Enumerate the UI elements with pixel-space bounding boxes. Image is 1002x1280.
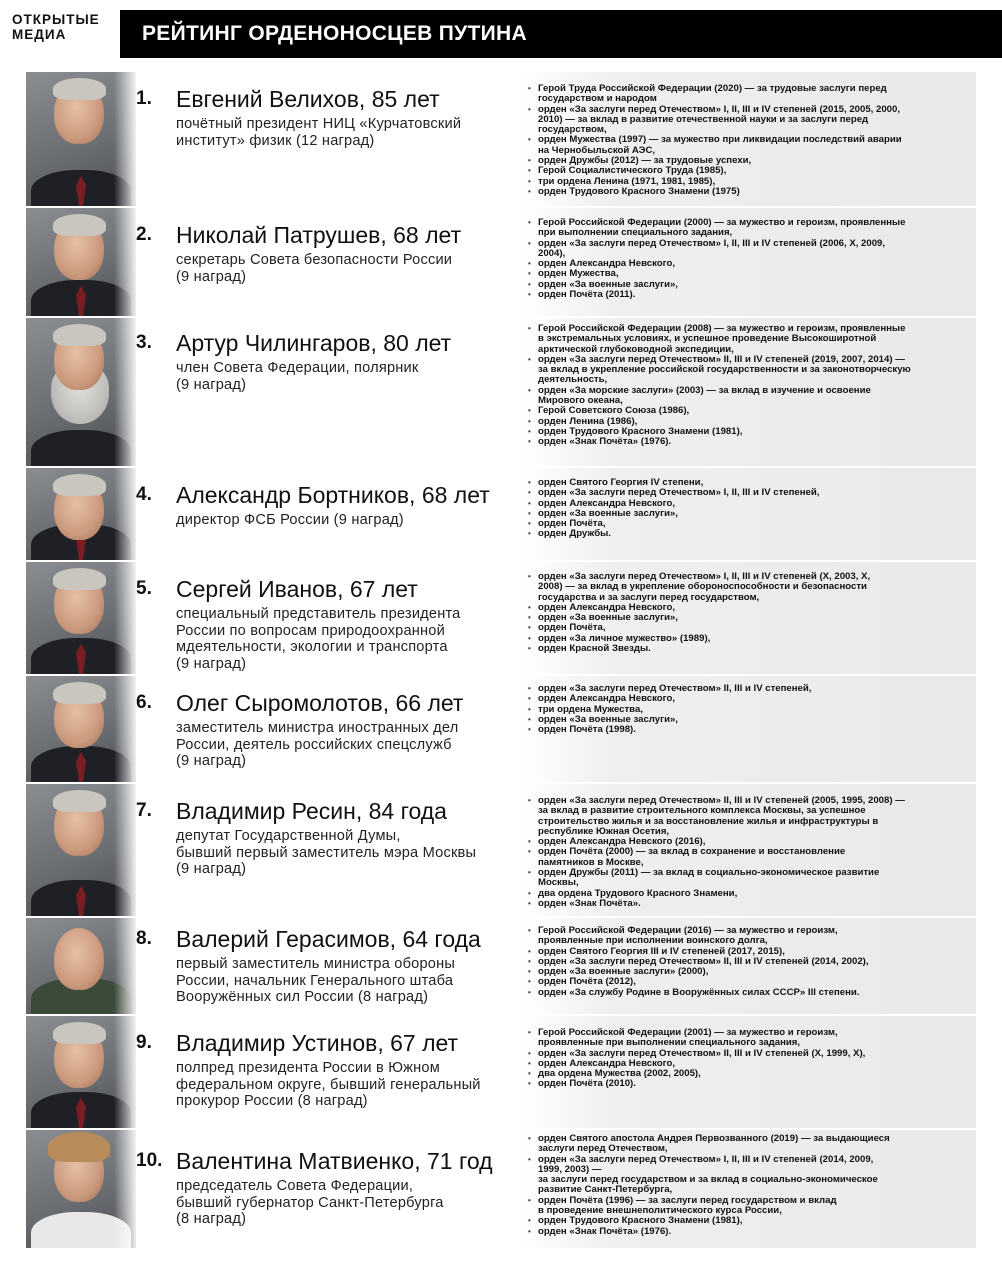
award-item xyxy=(526,988,966,998)
award-line: • орден Мужества, xyxy=(538,268,619,280)
awards-list xyxy=(526,324,966,448)
award-line: за вклад в укрепление российской государственности и за законотворческую xyxy=(538,364,911,376)
portrait-hair xyxy=(53,790,106,812)
award-item xyxy=(526,187,966,197)
award-line: • Герой Советского Союза (1986), xyxy=(538,405,690,417)
award-line: • орден «За заслуги перед Отечеством» II, III и IV степеней (2019, 2007, 2014) — xyxy=(538,353,905,365)
award-line: 2010) — за вклад в развитие отечественной науки и за заслуги перед xyxy=(538,113,869,125)
award-line: • орден Александра Невского, xyxy=(538,1057,675,1069)
award-line: за заслуги перед государством и за вклад в социально-экономическое xyxy=(538,1174,878,1186)
person-role xyxy=(176,116,521,149)
role-line: России, начальник Генерального штаба xyxy=(176,972,454,989)
ranking-row xyxy=(26,1130,976,1248)
page-title-bar xyxy=(120,10,1002,58)
role-line: специальный представитель президента xyxy=(176,606,461,622)
portrait-hair xyxy=(53,214,106,236)
award-item xyxy=(526,290,966,300)
person-role xyxy=(176,1060,521,1110)
ranking-row xyxy=(26,562,976,674)
award-line: • орден «За военные заслуги» (2000), xyxy=(538,966,709,978)
role-line: Вооружённых сил России (8 наград) xyxy=(176,989,429,1006)
award-line: деятельность, xyxy=(538,374,608,386)
rank-number: 1. xyxy=(136,88,152,109)
portrait-hair xyxy=(53,474,106,496)
person-name: Николай Патрушев, 68 лет xyxy=(176,222,462,248)
portrait-photo xyxy=(26,784,136,916)
awards-list xyxy=(526,478,966,540)
rank-number: 5. xyxy=(136,578,152,599)
award-line: • орден Александра Невского (2016), xyxy=(538,836,706,848)
person-name: Александр Бортников, 68 лет xyxy=(176,482,490,508)
award-line: • орден «За заслуги перед Отечеством» I, II, III и IV степеней, xyxy=(538,487,820,499)
ranking-row xyxy=(26,318,976,466)
award-line: • орден Почёта (2000) — за вклад в сохранение и восстановление xyxy=(538,846,846,858)
award-item xyxy=(526,1227,966,1237)
role-line: заместитель министра иностранных дел xyxy=(176,720,459,736)
role-line: член Совета Федерации, полярник xyxy=(176,360,419,376)
person-role xyxy=(176,606,521,672)
award-line: • орден Почёта, xyxy=(538,622,606,634)
portrait-hair xyxy=(53,568,106,590)
award-item xyxy=(526,847,966,868)
awards-list xyxy=(526,572,966,654)
award-line: • орден «За военные заслуги», xyxy=(538,278,678,290)
award-line: • орден «За заслуги перед Отечеством» I, II, III и IV степеней (2006, Х, 2009, xyxy=(538,237,886,249)
award-line: 2004), xyxy=(538,247,566,259)
portrait-photo xyxy=(26,1016,136,1128)
award-item xyxy=(526,1134,966,1155)
portrait-hair xyxy=(53,324,106,346)
role-line: секретарь Совета безопасности России xyxy=(176,252,453,268)
award-line: • орден «За заслуги перед Отечеством» II, III и IV степеней (2014, 2002), xyxy=(538,955,869,967)
award-line: • орден Святого Георгия IV степени, xyxy=(538,477,704,488)
role-line: бывший первый заместитель мэра Москвы xyxy=(176,844,477,861)
award-item xyxy=(526,868,966,889)
role-line: (9 наград) xyxy=(176,655,247,672)
portrait-hair xyxy=(48,1132,110,1162)
award-line: заслуги перед Отечеством, xyxy=(538,1143,668,1155)
person-name: Сергей Иванов, 67 лет xyxy=(176,576,418,602)
rank-number: 7. xyxy=(136,800,152,821)
portrait-photo xyxy=(26,676,136,782)
award-item xyxy=(526,796,966,837)
rank-number: 8. xyxy=(136,928,152,949)
award-line: в экстремальных условиях, и успешное проведение Высокоширотной xyxy=(538,333,877,345)
role-line: России, деятель российских спецслужб xyxy=(176,736,452,753)
person-role xyxy=(176,360,521,393)
awards-list xyxy=(526,926,966,998)
person-name: Валентина Матвиенко, 71 год xyxy=(176,1148,493,1174)
role-line: федеральном округе, бывший генеральный xyxy=(176,1076,481,1093)
award-line: • орден «За службу Родине в Вооружённых силах СССР» III степени. xyxy=(538,986,860,998)
award-line: • орден Почёта (2010). xyxy=(538,1078,636,1090)
person-name: Владимир Ресин, 84 года xyxy=(176,798,447,824)
award-item xyxy=(526,644,966,654)
portrait-photo xyxy=(26,208,136,316)
role-line: (9 наград) xyxy=(176,861,247,878)
award-item xyxy=(526,572,966,603)
award-line: • Герой Российской Федерации (2016) — за мужество и героизм, xyxy=(538,925,838,936)
role-line: председатель Совета Федерации, xyxy=(176,1178,414,1194)
rank-number: 3. xyxy=(136,332,152,353)
award-line: • орден «За заслуги перед Отечеством» I, II, III и IV степеней (2014, 2009, xyxy=(538,1153,874,1165)
role-line: России по вопросам природоохранной xyxy=(176,622,445,639)
award-line: • орден Почёта (2012), xyxy=(538,976,636,988)
award-item xyxy=(526,725,966,735)
award-item xyxy=(526,1079,966,1089)
rank-number: 4. xyxy=(136,484,152,505)
award-line: • Герой Труда Российской Федерации (2020) — за трудовые заслуги перед xyxy=(538,83,887,94)
person-name: Валерий Герасимов, 64 года xyxy=(176,926,481,952)
award-line: республике Южная Осетия, xyxy=(538,825,670,837)
award-item xyxy=(526,218,966,239)
portrait-torso xyxy=(31,430,131,466)
person-name: Владимир Устинов, 67 лет xyxy=(176,1030,459,1056)
award-line: • три ордена Мужества, xyxy=(538,703,643,715)
award-item xyxy=(526,437,966,447)
role-line: (9 наград) xyxy=(176,376,247,393)
role-line: (9 наград) xyxy=(176,268,247,285)
award-line: проявленные при выполнении специального задания, xyxy=(538,1037,801,1049)
award-line: • орден «За заслуги перед Отечеством» II, III и IV степеней (2005, 1995, 2008) — xyxy=(538,795,905,806)
award-line: • орден Дружбы (2011) — за вклад в социально-экономическое развитие xyxy=(538,867,880,879)
award-line: • орден Трудового Красного Знамени (1981), xyxy=(538,425,743,437)
award-line: • Герой Социалистического Труда (1985), xyxy=(538,165,727,177)
page-title: РЕЙТИНГ ОРДЕНОНОСЦЕВ ПУТИНА xyxy=(142,22,527,45)
award-line: • орден Дружбы. xyxy=(538,528,611,540)
ranking-row xyxy=(26,784,976,916)
rank-number: 6. xyxy=(136,692,152,713)
award-line: • орден «Знак Почёта». xyxy=(538,897,641,909)
role-line: полпред президента России в Южном xyxy=(176,1060,440,1076)
role-line: (8 наград) xyxy=(176,1211,247,1228)
ranking-row xyxy=(26,1016,976,1128)
award-line: • орден «За военные заслуги», xyxy=(538,713,678,725)
award-line: • орден Мужества (1997) — за мужество при ликвидации последствий аварии xyxy=(538,134,902,146)
person-role xyxy=(176,1178,521,1228)
award-item xyxy=(526,355,966,386)
award-line: • орден Святого апостола Андрея Первозванного (2019) — за выдающиеся xyxy=(538,1133,890,1144)
award-item xyxy=(526,135,966,156)
award-line: • орден Александра Невского, xyxy=(538,601,675,613)
portrait-photo xyxy=(26,918,136,1014)
award-line: в проведение внешнеполитического курса России, xyxy=(538,1205,782,1217)
rank-number: 2. xyxy=(136,224,152,245)
award-line: 2008) — за вклад в укрепление обороноспособности и безопасности xyxy=(538,581,867,593)
person-name: Олег Сыромолотов, 66 лет xyxy=(176,690,464,716)
award-line: • два ордена Мужества (2002, 2005), xyxy=(538,1068,701,1080)
portrait-photo xyxy=(26,318,136,466)
person-role xyxy=(176,828,521,878)
award-line: • орден «За заслуги перед Отечеством» II, III и IV степеней (Х, 1999, Х), xyxy=(538,1047,866,1059)
portrait-hair xyxy=(53,682,106,704)
awards-list xyxy=(526,1134,966,1237)
portrait-head xyxy=(54,928,104,990)
award-line: • орден «За заслуги перед Отечеством» I, II, III и IV степеней (Х, 2003, Х, xyxy=(538,571,871,582)
portrait-photo xyxy=(26,468,136,560)
award-item xyxy=(526,926,966,947)
award-item xyxy=(526,529,966,539)
award-line: • орден «За заслуги перед Отечеством» II, III и IV степеней, xyxy=(538,683,812,694)
award-line: • орден Александра Невского, xyxy=(538,497,675,509)
role-line: бывший губернатор Санкт-Петербурга xyxy=(176,1194,444,1211)
award-item xyxy=(526,105,966,136)
portrait-hair xyxy=(53,78,106,100)
award-line: • орден Дружбы (2012) — за трудовые успехи, xyxy=(538,155,752,167)
award-line: 1999, 2003) — xyxy=(538,1163,602,1175)
award-line: • Герой Российской Федерации (2008) — за мужество и героизм, проявленные xyxy=(538,323,906,334)
award-line: государством и народом xyxy=(538,93,657,105)
ranking-row xyxy=(26,72,976,206)
role-line: депутат Государственной Думы, xyxy=(176,828,401,844)
awards-list xyxy=(526,84,966,197)
award-line: • орден Ленина (1986), xyxy=(538,415,638,427)
portrait-torso xyxy=(31,1212,131,1248)
role-line: институт» физик (12 наград) xyxy=(176,132,375,149)
role-line: (9 наград) xyxy=(176,753,247,770)
award-item xyxy=(526,1028,966,1049)
role-line: директор ФСБ России (9 наград) xyxy=(176,512,404,528)
award-item xyxy=(526,899,966,909)
award-line: государства и за заслуги перед государством, xyxy=(538,591,760,603)
awards-list xyxy=(526,796,966,909)
ranking-row xyxy=(26,208,976,316)
award-item xyxy=(526,386,966,407)
award-line: • орден Святого Георгия III и IV степеней (2017, 2015), xyxy=(538,945,785,957)
person-name: Артур Чилингаров, 80 лет xyxy=(176,330,452,356)
award-line: за вклад в развитие строительного комплекса Москвы, за успешное xyxy=(538,805,866,817)
portrait-photo xyxy=(26,72,136,206)
person-role xyxy=(176,512,521,529)
rank-number: 9. xyxy=(136,1032,152,1053)
award-line: • орден Почёта (1998). xyxy=(538,724,636,736)
award-line: • орден «Знак Почёта» (1976). xyxy=(538,1225,672,1237)
awards-list xyxy=(526,684,966,735)
award-line: на Чернобыльской АЭС, xyxy=(538,144,656,156)
award-line: • орден Трудового Красного Знамени (1981), xyxy=(538,1215,743,1227)
award-line: Москвы, xyxy=(538,877,579,889)
role-line: первый заместитель министра обороны xyxy=(176,956,456,972)
ranking-row xyxy=(26,676,976,782)
awards-list xyxy=(526,1028,966,1090)
award-item xyxy=(526,239,966,260)
award-line: • орден Александра Невского, xyxy=(538,693,675,705)
award-line: • три ордена Ленина (1971, 1981, 1985), xyxy=(538,175,716,187)
portrait-photo xyxy=(26,562,136,674)
award-line: • орден «За военные заслуги», xyxy=(538,507,678,519)
award-line: • орден «За морские заслуги» (2003) — за вклад в изучение и освоение xyxy=(538,384,871,396)
ranking-row xyxy=(26,918,976,1014)
award-item xyxy=(526,1155,966,1196)
award-line: • орден Александра Невского, xyxy=(538,258,675,270)
portrait-photo xyxy=(26,1130,136,1248)
award-line: • орден «Знак Почёта» (1976). xyxy=(538,436,672,448)
person-name: Евгений Велихов, 85 лет xyxy=(176,86,440,112)
portrait-hair xyxy=(53,1022,106,1044)
role-line: мдеятельности, экологии и транспорта xyxy=(176,639,448,656)
role-line: почётный президент НИЦ «Курчатовский xyxy=(176,116,462,132)
award-line: • орден Почёта (2011). xyxy=(538,289,636,301)
award-line: • Герой Российской Федерации (2000) — за мужество и героизм, проявленные xyxy=(538,217,906,228)
person-role xyxy=(176,720,521,770)
brand-logo: ОТКРЫТЫЕ МЕДИА xyxy=(12,12,100,42)
award-item xyxy=(526,84,966,105)
award-line: • Герой Российской Федерации (2001) — за мужество и героизм, xyxy=(538,1027,838,1038)
award-line: • орден Почёта (1996) — за заслуги перед государством и вклад xyxy=(538,1194,837,1206)
award-line: • орден Трудового Красного Знамени (1975) xyxy=(538,185,740,197)
award-line: • орден «За военные заслуги», xyxy=(538,612,678,624)
award-line: развитие Санкт-Петербурга, xyxy=(538,1184,673,1196)
award-line: • орден «За личное мужество» (1989), xyxy=(538,632,711,644)
award-line: строительство жилья и за восстановление жилья и инфраструктуры в xyxy=(538,815,879,827)
award-line: Мирового океана, xyxy=(538,395,623,407)
award-line: арктической глубоководной экспедиции, xyxy=(538,343,734,355)
rank-number: 10. xyxy=(136,1150,163,1171)
award-line: • два ордена Трудового Красного Знамени, xyxy=(538,887,738,899)
person-role xyxy=(176,252,521,285)
award-line: памятников в Москве, xyxy=(538,856,644,868)
award-item xyxy=(526,324,966,355)
award-line: государством, xyxy=(538,124,607,136)
award-line: • орден Почёта, xyxy=(538,518,606,530)
award-line: • орден «За заслуги перед Отечеством» I, II, III и IV степеней (2015, 2005, 2000, xyxy=(538,103,900,115)
award-item xyxy=(526,1196,966,1217)
role-line: прокурор России (8 наград) xyxy=(176,1093,368,1110)
award-line: • орден Красной Звезды. xyxy=(538,643,651,655)
award-line: при выполнении специального задания, xyxy=(538,227,733,239)
ranking-row xyxy=(26,468,976,560)
award-line: проявленные при исполнении воинского долга, xyxy=(538,935,768,947)
person-role xyxy=(176,956,521,1006)
awards-list xyxy=(526,218,966,300)
